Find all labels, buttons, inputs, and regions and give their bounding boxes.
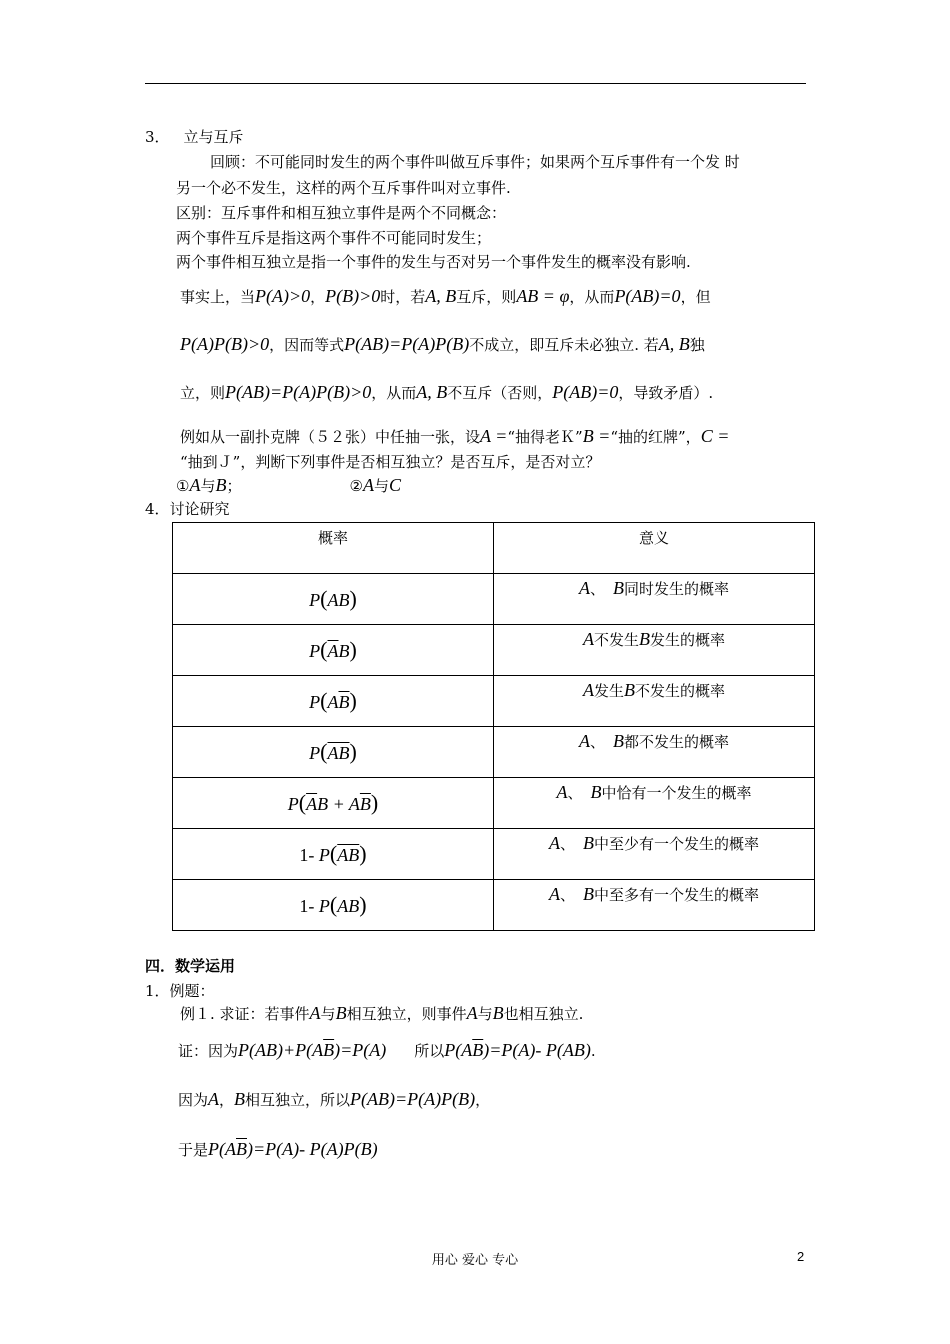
table-row <box>173 727 815 778</box>
probability-formula: 1- $P(\overline{AB})$ <box>173 829 494 880</box>
probability-meaning: A、 B中至多有一个发生的概率 <box>494 880 815 931</box>
header-rule <box>145 83 806 84</box>
probability-formula: 1- P(AB) <box>173 880 494 931</box>
table-row <box>173 880 815 931</box>
example-line-1: 例如从一副扑克牌（５２张）中任抽一张，设A =“抽得老Ｋ”B =“抽的红牌”，C = <box>180 426 730 446</box>
proof-line-2: 因为A，B相互独立，所以P(AB)=P(A)P(B)， <box>178 1089 491 1109</box>
table-row <box>173 574 815 625</box>
page-number: 2 <box>797 1249 805 1264</box>
example1-statement: 例１. 求证：若事件A与B相互独立，则事件A与B也相互独立. <box>180 1003 584 1023</box>
review-line-1: 回顾：不可能同时发生的两个事件叫做互斥事件；如果两个互斥事件有一个发 时 <box>210 153 740 171</box>
probability-meaning: A、 B中恰有一个发生的概率 <box>494 778 815 829</box>
probability-formula: P(AB) <box>173 574 494 625</box>
probability-formula: $P(A\overline{B})$ <box>173 676 494 727</box>
probability-meaning: A、 B都不发生的概率 <box>494 727 815 778</box>
probability-table <box>172 522 815 931</box>
probability-formula: $P(\overline{AB})$ <box>173 727 494 778</box>
section-four-heading: 四．数学运用 <box>145 957 236 975</box>
proof-line-1: 证：因为$P(AB)+P(A\overline{B})=P(A)$ 所以$P(A\overline{B})=P(A)-$ P(AB). <box>178 1040 596 1060</box>
probability-meaning: A不发生B发生的概率 <box>494 625 815 676</box>
difference-line: 区别：互斥事件和相互独立事件是两个不同概念： <box>176 204 507 222</box>
review-line-2: 另一个必不发生，这样的两个互斥事件叫对立事件. <box>176 179 511 197</box>
mutex-definition: 两个事件互斥是指这两个事件不可能同时发生； <box>176 229 492 247</box>
fact-line-3: 立，则P(AB)=P(A)P(B)>0，从而A, B不互斥（否则，P(AB)=0，导致矛盾）. <box>180 382 714 402</box>
header-meaning: 意义 <box>494 523 815 574</box>
fact-line-1: 事实上，当P(A)>0，P(B)>0时，若A, B互斥，则AB = φ，从而P(AB)=0，但 <box>180 286 711 306</box>
section4-heading: 4．讨论研究 <box>145 500 230 518</box>
section3-heading: 3． 立与互斥 <box>145 128 244 146</box>
table-row <box>173 778 815 829</box>
proof-line-3: 于是$P(A\overline{B})=P(A)-$ P(A)P(B) <box>178 1139 378 1159</box>
table-header-row <box>173 523 815 574</box>
table-row <box>173 829 815 880</box>
header-probability: 概率 <box>173 523 494 574</box>
section-four-sub: 1．例题： <box>145 982 215 1000</box>
fact-line-2: P(A)P(B)>0，因而等式P(AB)=P(A)P(B)不成立，即互斥未必独立. 若A, B独 <box>180 334 705 354</box>
footer-motto: 用心 爱心 专心 <box>431 1253 519 1268</box>
probability-formula: $P(\overline{A}B)$ <box>173 625 494 676</box>
probability-meaning: A、 B中至少有一个发生的概率 <box>494 829 815 880</box>
probability-formula: $P(\overline{A}B + A\overline{B})$ <box>173 778 494 829</box>
example-questions: ①A与B； ②A与C <box>176 475 401 495</box>
example-line-2: “抽到Ｊ”，判断下列事件是否相互独立？是否互斥，是否对立？ <box>180 453 601 471</box>
probability-meaning: A、 B同时发生的概率 <box>494 574 815 625</box>
probability-meaning: A发生B不发生的概率 <box>494 676 815 727</box>
independence-definition: 两个事件相互独立是指一个事件的发生与否对另一个事件发生的概率没有影响. <box>176 253 691 271</box>
table-row <box>173 676 815 727</box>
table-row <box>173 625 815 676</box>
